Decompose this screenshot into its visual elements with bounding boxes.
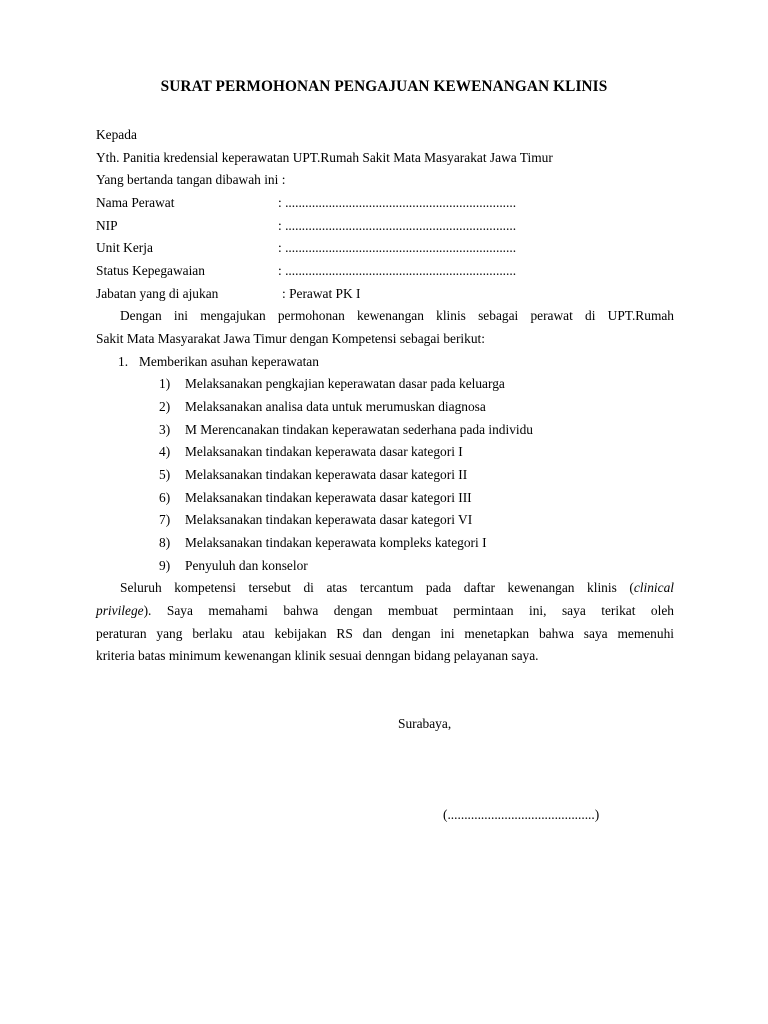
list-item: Melaksanakan tindakan keperawata dasar kategori III — [185, 490, 472, 505]
closing-paragraph-line-1 — [96, 580, 674, 596]
list-item-number: 7) — [159, 512, 171, 527]
list-item-number: 1) — [159, 376, 171, 391]
list-item: Melaksanakan tindakan keperawata dasar kategori VI — [185, 512, 473, 527]
list-item-number: 5) — [159, 467, 171, 482]
closing-text-2b: ). Saya memahami bahwa dengan membuat permintaan ini, saya terikat oleh — [143, 603, 674, 618]
field-value-unit-kerja: : ..................................................................... — [278, 240, 517, 255]
signature-line: (............................................) — [443, 807, 600, 822]
list-item: Melaksanakan tindakan keperawata dasar kategori I — [185, 444, 463, 459]
closing-paragraph-line-3: peraturan yang berlaku atau kebijakan RS dan dengan ini menetapkan bahwa saya memenuhi — [96, 626, 674, 641]
closing-paragraph-line-2 — [96, 603, 674, 619]
place-text: Surabaya, — [398, 716, 452, 731]
list-item-number: 9) — [159, 558, 171, 573]
field-label-nip: NIP — [96, 218, 118, 233]
closing-text-1a: Seluruh kompetensi tersebut di atas tercantum pada daftar kewenangan klinis ( — [120, 580, 634, 595]
list-item: M Merencanakan tindakan keperawatan sederhana pada individu — [185, 422, 534, 437]
competency-label: Memberikan asuhan keperawatan — [139, 354, 319, 369]
list-item: Melaksanakan analisa data untuk merumuskan diagnosa — [185, 399, 486, 414]
field-label-status: Status Kepegawaian — [96, 263, 205, 278]
competency-number: 1. — [118, 354, 129, 369]
field-label-jabatan: Jabatan yang di ajukan — [96, 286, 219, 301]
closing-italic-clinical: clinical — [633, 580, 674, 595]
list-item: Melaksanakan tindakan keperawata dasar kategori II — [185, 467, 468, 482]
field-label-unit-kerja: Unit Kerja — [96, 240, 153, 255]
request-paragraph-line-2: Sakit Mata Masyarakat Jawa Timur dengan Kompetensi sebagai berikut: — [96, 331, 485, 346]
document-title: SURAT PERMOHONAN PENGAJUAN KEWENANGAN KLINIS — [160, 78, 608, 95]
list-item: Penyuluh dan konselor — [185, 558, 308, 573]
field-label-nama: Nama Perawat — [96, 195, 175, 210]
list-item: Melaksanakan tindakan keperawata kompleks kategori I — [185, 535, 487, 550]
list-item-number: 6) — [159, 490, 171, 505]
request-paragraph-line-1: Dengan ini mengajukan permohonan kewenangan klinis sebagai perawat di UPT.Rumah — [120, 308, 674, 323]
intro-text: Yang bertanda tangan dibawah ini : — [96, 172, 286, 187]
field-value-status: : ..................................................................... — [278, 263, 517, 278]
field-value-jabatan: : Perawat PK I — [282, 286, 361, 301]
list-item: Melaksanakan pengkajian keperawatan dasar pada keluarga — [185, 376, 505, 391]
closing-paragraph-line-4: kriteria batas minimum kewenangan klinik sesuai denngan bidang pelayanan saya. — [96, 648, 539, 663]
field-value-nip: : ..................................................................... — [278, 218, 517, 233]
list-item-number: 8) — [159, 535, 171, 550]
recipient-line-1: Kepada — [96, 127, 137, 142]
list-item-number: 2) — [159, 399, 171, 414]
closing-italic-privilege: privilege — [96, 603, 144, 618]
field-value-nama: : ..................................................................... — [278, 195, 517, 210]
recipient-line-2: Yth. Panitia kredensial keperawatan UPT.Rumah Sakit Mata Masyarakat Jawa Timur — [96, 150, 553, 165]
list-item-number: 3) — [159, 422, 171, 437]
list-item-number: 4) — [159, 444, 171, 459]
